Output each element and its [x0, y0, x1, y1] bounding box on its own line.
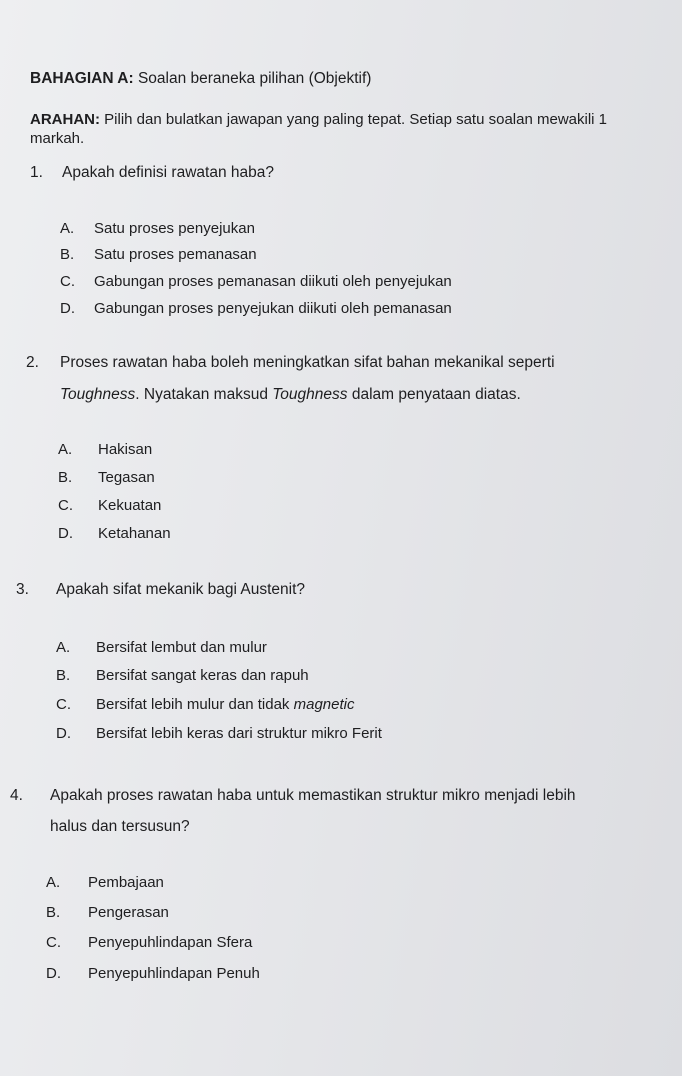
option-4b[interactable] — [46, 904, 169, 921]
instruction-line1: Pilih dan bulatkan jawapan yang paling tepat. Setiap satu soalan mewakili 1 — [104, 111, 608, 128]
option-letter: A. — [46, 874, 61, 891]
option-text: Bersifat lebih mulur dan tidak — [96, 696, 294, 713]
question-text: Apakah sifat mekanik bagi Austenit? — [56, 581, 306, 598]
instruction-line2: markah. — [30, 130, 85, 147]
question-4 — [10, 785, 670, 841]
question-number: 4. — [10, 787, 23, 804]
italic-term: Toughness — [272, 386, 348, 403]
option-letter: B. — [60, 246, 75, 263]
italic-term: magnetic — [293, 696, 355, 713]
option-letter: D. — [58, 525, 73, 542]
option-letter: A. — [58, 441, 73, 458]
option-text: Bersifat lembut dan mulur — [96, 639, 267, 656]
option-letter: C. — [56, 696, 71, 713]
option-text: Satu proses penyejukan — [94, 220, 255, 237]
option-1b[interactable] — [60, 246, 257, 263]
option-3d[interactable] — [56, 725, 382, 742]
option-text: Kekuatan — [98, 497, 162, 514]
option-4d[interactable] — [46, 965, 260, 982]
instruction-label: ARAHAN: — [30, 111, 100, 128]
option-3c[interactable] — [56, 696, 354, 713]
section-title-text: Soalan beraneka pilihan (Objektif) — [137, 70, 372, 87]
option-letter: A. — [60, 220, 75, 237]
option-letter: D. — [46, 965, 61, 982]
option-3a[interactable] — [56, 639, 267, 656]
option-1d[interactable] — [60, 300, 452, 317]
option-text: Tegasan — [98, 469, 155, 486]
option-4c[interactable] — [46, 934, 252, 951]
option-text: Pembajaan — [88, 874, 164, 891]
question-1 — [30, 162, 670, 186]
option-1a[interactable] — [60, 220, 255, 237]
question-text-line1: Apakah proses rawatan haba untuk memastikan struktur mikro menjadi lebih — [50, 787, 576, 804]
option-text: Pengerasan — [88, 904, 169, 921]
option-text: Ketahanan — [98, 525, 171, 542]
option-2a[interactable] — [58, 441, 152, 458]
instruction-block — [30, 110, 680, 148]
question-text-line2: Toughness. Nyatakan maksud Toughness dalam penyataan diatas. — [60, 386, 521, 403]
question-number: 3. — [16, 581, 29, 598]
option-letter: C. — [58, 497, 73, 514]
option-letter: D. — [56, 725, 71, 742]
option-letter: B. — [58, 469, 73, 486]
option-text: Gabungan proses pemanasan diikuti oleh penyejukan — [94, 273, 452, 290]
option-2c[interactable] — [58, 497, 161, 514]
question-text-line1: Proses rawatan haba boleh meningkatkan sifat bahan mekanikal seperti — [60, 354, 555, 371]
question-number: 1. — [30, 164, 43, 181]
option-text: Penyepuhlindapan Penuh — [88, 965, 260, 982]
option-text: Gabungan proses penyejukan diikuti oleh pemanasan — [94, 300, 452, 317]
question-2 — [26, 352, 666, 408]
option-4a[interactable] — [46, 874, 164, 891]
option-text: Hakisan — [98, 441, 153, 458]
question-3 — [16, 579, 656, 603]
option-letter: C. — [60, 273, 75, 290]
question-number: 2. — [26, 354, 39, 371]
option-text: Bersifat lebih keras dari struktur mikro Ferit — [96, 725, 382, 742]
option-1c[interactable] — [60, 273, 452, 290]
option-text: Bersifat sangat keras dan rapuh — [96, 667, 309, 684]
option-text: Satu proses pemanasan — [94, 246, 257, 263]
option-letter: D. — [60, 300, 75, 317]
option-2d[interactable] — [58, 525, 171, 542]
option-letter: C. — [46, 934, 61, 951]
italic-term: Toughness — [60, 386, 136, 403]
option-letter: A. — [56, 639, 71, 656]
option-2b[interactable] — [58, 469, 155, 486]
option-text: Penyepuhlindapan Sfera — [88, 934, 253, 951]
section-label: BAHAGIAN A: — [30, 70, 134, 87]
question-text-line2: halus dan tersusun? — [50, 818, 190, 835]
option-3b[interactable] — [56, 667, 309, 684]
option-letter: B. — [46, 904, 61, 921]
section-heading — [30, 70, 371, 88]
question-text: Apakah definisi rawatan haba? — [62, 164, 274, 181]
option-letter: B. — [56, 667, 71, 684]
